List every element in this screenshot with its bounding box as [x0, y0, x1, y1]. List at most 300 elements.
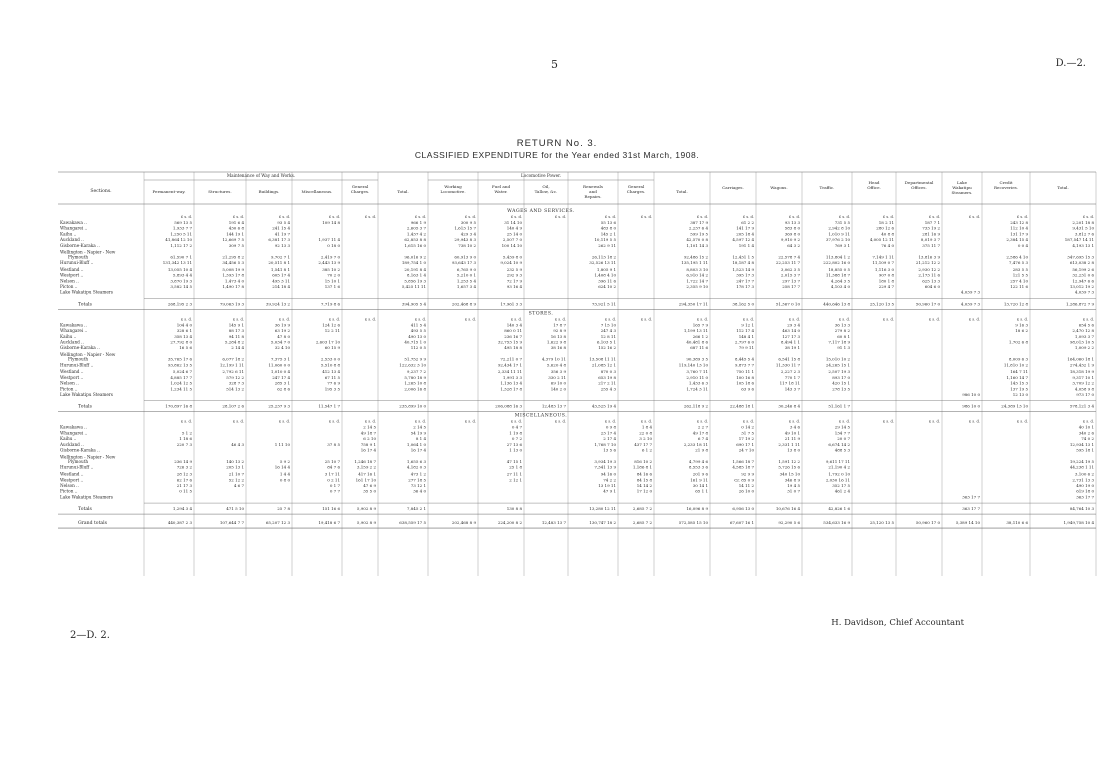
totals-cell: 262,118 9 2 — [683, 403, 708, 409]
table-cell: 35,765 17 6 — [167, 356, 192, 362]
units-label: £ s. d. — [328, 215, 340, 219]
table-cell: 13,012 19 2 — [1069, 283, 1094, 289]
table-cell: 20,511 8 1 — [268, 259, 290, 265]
column-header: Recoveries. — [993, 185, 1019, 190]
column-header: General — [351, 184, 369, 189]
section-name: Picton .. — [60, 488, 78, 494]
table-cell: 490 19 0 — [1076, 482, 1094, 488]
section-name: Whangarei .. — [60, 225, 88, 231]
units-label: £ s. d. — [232, 215, 244, 219]
table-cell: 61 2 2 — [741, 220, 754, 225]
table-cell: 0 7 2 — [511, 436, 522, 442]
table-cell: 56,199 2 6 — [1072, 266, 1094, 272]
table-cell: 6 1 2 — [641, 447, 652, 453]
table-cell: 750 11 1 — [736, 369, 754, 375]
table-cell: 1,112 17 2 — [170, 242, 192, 248]
units-label: £ s. d. — [414, 215, 426, 219]
table-cell: 47 9 1 — [603, 488, 616, 494]
table-cell: 1 8 4 — [641, 424, 652, 430]
units-label: £ s. d. — [928, 215, 940, 219]
table-cell: 1,328 17 8 — [500, 386, 522, 392]
table-cell: 25 10 7 — [324, 458, 340, 464]
table-cell: 2,443 13 9 — [318, 259, 340, 265]
section-name: Plymouth — [68, 254, 89, 260]
units-label: £ s. d. — [604, 215, 616, 219]
units-label: £ s. d. — [882, 215, 894, 219]
section-name: Gisborne-Karaka .. — [60, 345, 100, 351]
table-cell: 6,910 14 2 — [686, 272, 708, 278]
table-cell: 8,445 5 4 — [734, 356, 754, 362]
table-cell: 2,792 6 11 — [222, 369, 244, 375]
table-cell: 47 15 1 — [506, 458, 522, 464]
table-cell: 21,190 4 2 — [828, 464, 850, 470]
table-cell: 113,804 1 2 — [825, 254, 850, 260]
section-name: Westland .. — [60, 266, 84, 272]
units-label: £ s. d. — [968, 317, 980, 322]
table-cell: 140 2 0 — [550, 386, 566, 392]
table-cell: 2,173 11 6 — [918, 272, 940, 278]
units-label: £ s. d. — [1016, 215, 1028, 219]
units-label: £ s. d. — [554, 215, 566, 219]
table-cell: 2,586 4 10 — [1006, 254, 1028, 260]
table-cell: 31 14 10 — [504, 220, 522, 225]
table-cell: 463 14 0 — [782, 328, 800, 334]
table-cell: 266 1 2 — [692, 333, 708, 339]
units-label: £ s. d. — [554, 419, 566, 424]
table-cell: 94 11 8 — [228, 333, 244, 339]
table-cell: 2,603 17 10 — [315, 339, 340, 345]
section-name: Nelson .. — [60, 380, 79, 386]
table-cell: 2,533 0 0 — [320, 356, 340, 362]
units-label: £ s. d. — [640, 215, 652, 219]
table-cell: 1,937 11 4 — [318, 237, 340, 243]
column-header: Departmental — [904, 180, 934, 185]
table-cell: 1,523 14 9 — [732, 266, 754, 272]
table-cell: 4,597 12 4 — [732, 237, 754, 243]
group-title: STORES. — [528, 311, 554, 317]
table-cell: 1,009 2 2 — [1074, 345, 1094, 351]
table-cell: 247 17 4 — [272, 374, 290, 380]
table-cell: 0 11 5 — [179, 488, 192, 494]
table-cell: 143 15 3 — [1010, 380, 1028, 386]
table-cell: 165 7 9 — [692, 322, 708, 328]
table-cell: 860 0 11 — [504, 328, 522, 334]
totals-cell: 38,162 5 0 — [732, 301, 754, 307]
table-cell: 6,103 5 1 — [596, 339, 616, 345]
units-label: £ s. d. — [180, 419, 192, 424]
column-header: Traffic. — [819, 185, 835, 190]
grand-totals-cell: 38,110 6 6 — [1006, 520, 1028, 526]
grand-totals-cell: 92,290 5 6 — [778, 520, 800, 526]
section-name: Picton .. — [60, 283, 78, 289]
table-cell: 92,434 17 1 — [497, 362, 522, 368]
table-cell: 5,893 4 4 — [172, 272, 192, 278]
table-cell: 10,119 5 5 — [594, 237, 616, 243]
table-cell: 769 3 1 — [834, 242, 850, 248]
table-cell: 1,991 3 3 — [502, 374, 522, 380]
table-cell: 9 16 3 — [1015, 322, 1028, 328]
table-cell: Cr. 85 0 9 — [734, 477, 754, 483]
table-cell: 9,910 9 2 — [780, 237, 800, 243]
table-cell: 340 2 6 — [1078, 430, 1094, 436]
grand-totals-cell: 638,559 17 5 — [399, 520, 426, 526]
table-cell: 145 2 1 — [600, 231, 616, 237]
totals-cell: 235,899 10 0 — [399, 403, 426, 409]
section-name: Lake Wakatipu Steamers — [60, 392, 113, 398]
table-cell: 330 2 11 — [548, 374, 566, 380]
totals-cell: 202,468 8 9 — [451, 301, 476, 307]
section-name: Whangarei .. — [60, 430, 88, 436]
units-label: £ s. d. — [788, 215, 800, 219]
totals-cell: 6,956 13 0 — [732, 506, 754, 512]
table-cell: 32,753 15 9 — [497, 339, 522, 345]
table-cell: 92 8 9 — [553, 328, 566, 334]
units-label: £ s. d. — [882, 419, 894, 424]
table-cell: 84 15 8 — [636, 477, 652, 483]
grand-totals-label: Grand totals — [78, 521, 107, 527]
table-cell: 6,077 18 2 — [222, 356, 244, 362]
table-cell: 18 2 11 — [878, 220, 894, 225]
table-cell: 613,038 2 8 — [1069, 259, 1094, 265]
table-cell: 3,812 7 6 — [1074, 231, 1094, 237]
table-cell: 161 9 11 — [690, 477, 708, 483]
table-cell: 1,234 11 5 — [170, 386, 192, 392]
table-cell: 1,064 1 0 — [406, 441, 426, 447]
table-cell: 12 8 11 — [600, 333, 616, 339]
table-cell: 236 16 7 — [504, 333, 522, 339]
section-name: Hurunui-Bluff .. — [60, 362, 94, 368]
table-cell: 1,473 4 0 — [224, 278, 244, 284]
section-name: Kawakawa .. — [60, 220, 87, 225]
column-header: Locomotive. — [440, 189, 466, 194]
table-cell: 63 9 6 — [741, 386, 754, 392]
table-cell: 346 8 9 — [784, 477, 800, 483]
table-cell: 258 17 7 — [782, 283, 800, 289]
table-cell: 49 18 7 — [360, 430, 376, 436]
units-label: £ s. d. — [364, 419, 376, 424]
table-cell: 112 17 4 — [736, 328, 754, 334]
table-cell: 19 4 5 — [787, 482, 800, 488]
table-cell: 247 17 7 — [736, 278, 754, 284]
table-cell: 37,976 2 10 — [825, 237, 850, 243]
table-cell: 1,433 6 3 — [688, 380, 708, 386]
table-cell: 893 17 0 — [832, 374, 850, 380]
header-sections: Sections. — [90, 189, 112, 194]
table-cell: 430 6 8 — [228, 225, 244, 231]
units-label: £ s. d. — [328, 317, 340, 322]
totals-cell: 7,719 8 6 — [320, 301, 340, 307]
table-cell: 2 14 5 — [413, 424, 426, 430]
section-name: Lake Wakatipu Steamers — [60, 494, 113, 500]
column-header: Buildings. — [258, 189, 280, 194]
table-cell: 2,419 7 0 — [320, 254, 340, 260]
units-label: £ s. d. — [928, 419, 940, 424]
table-cell: 60 8 1 — [837, 333, 850, 339]
table-cell: 72,211 0 7 — [500, 356, 522, 362]
table-cell: 726 3 2 — [176, 464, 192, 470]
table-cell: 47 6 9 — [363, 482, 376, 488]
table-cell: 473 1 2 — [410, 471, 426, 477]
table-cell: 20,191 8 4 — [404, 266, 426, 272]
table-cell: 32,231 0 6 — [1072, 272, 1094, 278]
section-name: Wellington - Napier - New — [60, 352, 116, 358]
column-header: Wakatipu — [952, 185, 972, 190]
table-cell: 40 10 1 — [1078, 424, 1094, 430]
table-cell: 1,101 14 3 — [686, 242, 708, 248]
table-cell: 1 19 8 — [509, 430, 522, 436]
table-cell: 40,481 8 6 — [686, 339, 708, 345]
table-cell: 27,792 8 0 — [170, 339, 192, 345]
table-cell: 121 5 5 — [1012, 272, 1028, 278]
table-cell: 356 3 9 — [550, 369, 566, 375]
table-cell: 1,702 6 8 — [1008, 339, 1028, 345]
table-cell: 3,870 19 3 — [170, 278, 192, 284]
table-cell: 3,582 14 5 — [170, 283, 192, 289]
table-cell: 3,709 12 2 — [1072, 380, 1094, 386]
table-cell: 280 12 6 — [876, 225, 894, 231]
table-cell: 21,295 8 2 — [222, 254, 244, 260]
table-cell: 93 5 4 — [277, 220, 290, 225]
table-cell: 7,341 13 9 — [594, 464, 616, 470]
section-name: Plymouth — [68, 356, 89, 362]
table-cell: 74 2 2 — [603, 477, 616, 483]
table-cell: 164 7 11 — [1010, 369, 1028, 375]
table-cell: 1,250 5 11 — [170, 231, 192, 237]
table-cell: 1,490 17 8 — [222, 283, 244, 289]
table-cell: 67 11 5 — [324, 374, 340, 380]
units-label: £ s. d. — [554, 317, 566, 322]
table-cell: 112 10 4 — [1010, 225, 1028, 231]
signature: H. Davidson, Chief Accountant — [831, 618, 964, 628]
table-cell: 6,765 9 0 — [456, 266, 476, 272]
section-name: Kaihu .. — [60, 333, 77, 339]
table-cell: 411 5 4 — [410, 322, 426, 328]
column-header: Carriages. — [722, 185, 744, 190]
table-cell: 21,085 12 1 — [591, 362, 616, 368]
units-label: £ s. d. — [1082, 317, 1094, 322]
table-cell: 93,862 13 5 — [167, 362, 192, 368]
table-cell: 2,930 12 2 — [918, 266, 940, 272]
table-cell: 92 13 3 — [274, 242, 290, 248]
totals-cell: 440,646 13 8 — [823, 301, 850, 307]
table-cell: 9,431 5 10 — [1072, 225, 1094, 231]
table-cell: 5,024 6 7 — [172, 369, 192, 375]
table-cell: 100 16 8 — [736, 374, 754, 380]
table-cell: 4,885 17 7 — [170, 374, 192, 380]
table-cell: 84 16 6 — [636, 471, 652, 477]
units-label: £ s. d. — [278, 215, 290, 219]
units-label: £ s. d. — [414, 419, 426, 424]
table-cell: 140 4 9 — [506, 225, 522, 231]
table-cell: 9,702 7 1 — [270, 254, 290, 260]
totals-cell: 394,905 5 4 — [401, 301, 426, 307]
table-cell: 60,913 9 0 — [454, 254, 476, 260]
column-header: Offices. — [911, 185, 927, 190]
table-cell: 579 12 2 — [226, 374, 244, 380]
table-cell: 9,873 7 7 — [734, 362, 754, 368]
table-cell: 161 17 10 — [355, 477, 376, 483]
totals-cell: 25,120 13 5 — [869, 301, 894, 307]
table-cell: 2,355 9 10 — [686, 283, 708, 289]
totals-cell: 22,488 18 1 — [729, 403, 754, 409]
table-cell: 279 8 2 — [834, 328, 850, 334]
table-cell: 24 7 10 — [738, 447, 754, 453]
table-cell: 0 1 7 — [329, 482, 340, 488]
table-cell: 191 1 4 — [738, 242, 754, 248]
table-cell: 17 8 7 — [553, 322, 566, 328]
column-header: Structures. — [208, 189, 232, 194]
table-cell: 65 1 1 — [695, 488, 708, 494]
table-cell: 5,856 19 3 — [404, 278, 426, 284]
table-cell: 41,864 12 10 — [165, 237, 192, 243]
table-cell: 0 18 0 — [327, 242, 340, 248]
grand-totals-cell: 2,685 7 2 — [632, 520, 652, 526]
column-header: Steamers. — [951, 190, 973, 195]
table-cell: 79 9 11 — [738, 345, 754, 351]
table-cell: 30 14 1 — [692, 482, 708, 488]
table-cell: 387 17 9 — [690, 220, 708, 225]
table-cell: 1 13 0 — [509, 447, 522, 453]
table-cell: 4,379 10 11 — [541, 356, 566, 362]
expenditure-table — [58, 164, 1094, 582]
table-cell: 5,439 8 0 — [502, 254, 522, 260]
table-cell: 93 13 3 — [784, 220, 800, 225]
table-cell: 420 15 1 — [832, 380, 850, 386]
column-header: General — [627, 184, 645, 189]
table-cell: 2,797 6 0 — [734, 339, 754, 345]
table-cell: 131,342 13 11 — [162, 259, 192, 265]
table-cell: 11,109 0 7 — [872, 259, 894, 265]
table-cell: 1,566 18 7 — [732, 458, 754, 464]
table-cell: 973 17 0 — [1076, 392, 1094, 398]
totals-cell: 7,845 2 1 — [406, 506, 426, 512]
table-cell: 5 9 2 — [279, 458, 290, 464]
table-cell: 137 19 5 — [1010, 386, 1028, 392]
table-cell: 22,578 7 4 — [778, 254, 800, 260]
table-cell: 1,010 9 11 — [828, 231, 850, 237]
table-cell: 2 2 7 — [697, 424, 708, 430]
table-cell: 11,388 18 7 — [825, 272, 850, 278]
table-cell: 25 1 8 — [509, 464, 522, 470]
table-cell: 283 5 5 — [1012, 266, 1028, 272]
table-cell: 222,802 16 0 — [823, 259, 850, 265]
table-cell: 11,330 11 7 — [775, 362, 800, 368]
table-cell: 3 4 6 — [789, 424, 800, 430]
table-cell: 8,553 3 6 — [688, 464, 708, 470]
units-label: £ s. d. — [742, 317, 754, 322]
table-cell: 21 9 8 — [695, 447, 708, 453]
section-name: Westport .. — [60, 272, 84, 278]
grand-totals-cell: 440,387 2 3 — [167, 520, 192, 526]
table-cell: 21,212 12 2 — [915, 259, 940, 265]
units-label: £ s. d. — [180, 215, 192, 219]
table-cell: 32 4 10 — [274, 345, 290, 351]
table-cell: 1 11 10 — [274, 441, 290, 447]
totals-cell: 42,826 1 6 — [828, 506, 850, 512]
table-cell: 4,264 3 5 — [830, 278, 850, 284]
table-cell: 16 13 8 — [550, 333, 566, 339]
table-cell: 229 4 7 — [878, 283, 894, 289]
column-header: and — [589, 189, 597, 194]
table-cell: 12,431 1 5 — [732, 254, 754, 260]
table-cell: 1,199 13 11 — [683, 328, 708, 334]
table-cell: 217 2 11 — [598, 380, 616, 386]
table-cell: 8,494 1 1 — [780, 339, 800, 345]
totals-cell: 2,685 7 2 — [632, 506, 652, 512]
table-cell: 9,611 17 11 — [825, 458, 850, 464]
grand-totals-cell: 534,633 16 9 — [823, 520, 850, 526]
table-cell: 93 16 4 — [506, 283, 522, 289]
table-cell: 24,265 15 1 — [825, 362, 850, 368]
table-cell: 4 6 7 — [233, 482, 244, 488]
totals-cell: 13,280 12 11 — [589, 506, 616, 512]
table-cell: 36 19 9 — [274, 322, 290, 328]
table-cell: 1,265 10 8 — [404, 380, 426, 386]
table-cell: 731 5 5 — [834, 220, 850, 225]
units-label: £ s. d. — [464, 215, 476, 219]
units-label: £ s. d. — [414, 317, 426, 322]
units-label: £ s. d. — [1082, 419, 1094, 424]
locomotive-group-header: Locomotive Power. — [521, 173, 561, 178]
table-cell: 124 12 6 — [322, 322, 340, 328]
table-cell: 1,010 0 4 — [270, 369, 290, 375]
table-cell: 13,055 10 4 — [167, 266, 192, 272]
grand-totals-cell: 12,483 13 7 — [541, 520, 566, 526]
table-cell: 19,224 19 5 — [1069, 458, 1094, 464]
table-cell: 2 12 1 — [509, 477, 522, 483]
table-cell: 29 3 4 — [787, 322, 800, 328]
totals-cell: 130 8 8 — [506, 506, 522, 512]
table-cell: 14 11 2 — [738, 482, 754, 488]
table-cell: 6,541 15 8 — [778, 356, 800, 362]
table-cell: 15 10 1 — [324, 278, 340, 284]
totals-cell: 4,039 7 3 — [960, 301, 980, 307]
section-name: Kawakawa .. — [60, 322, 87, 328]
table-cell: 396 11 6 — [598, 278, 616, 284]
table-cell: 127 17 3 — [782, 333, 800, 339]
table-cell: 1,093 3 7 — [1074, 333, 1094, 339]
table-cell: 21 11 9 — [784, 436, 800, 442]
table-cell: 2 14 5 — [363, 424, 376, 430]
table-cell: 18,187 4 8 — [732, 259, 754, 265]
table-cell: 70 2 0 — [327, 272, 340, 278]
table-cell: 583 8 0 — [784, 225, 800, 231]
table-cell: 328 7 3 — [228, 380, 244, 386]
table-cell: 7,476 5 3 — [1008, 259, 1028, 265]
column-header: Water. — [494, 189, 508, 194]
table-cell: 5,726 15 6 — [778, 464, 800, 470]
table-cell: 93,643 17 3 — [451, 259, 476, 265]
table-cell: 363 17 7 — [1076, 494, 1094, 500]
table-cell: 6 2 10 — [363, 436, 376, 442]
table-cell: 690 17 1 — [736, 441, 754, 447]
table-cell: 0 4 7 — [511, 424, 522, 430]
section-name: Lake Wakatipu Steamers — [60, 289, 113, 295]
table-cell: 117 18 11 — [779, 380, 800, 386]
grand-totals-cell: 5,389 14 10 — [955, 520, 980, 526]
table-cell: 2,384 15 4 — [1006, 237, 1028, 243]
table-cell: 966 1 9 — [410, 220, 426, 225]
totals-cell: 84,764 10 3 — [1069, 506, 1094, 512]
table-cell: 2,334 11 11 — [497, 369, 522, 375]
table-cell: 1,655 6 3 — [406, 458, 426, 464]
table-cell: 619 18 0 — [1076, 488, 1094, 494]
totals-cell: 16,096 8 9 — [686, 506, 708, 512]
totals-cell: 1,294 3 4 — [172, 506, 192, 512]
table-cell: 2,030 16 11 — [825, 477, 850, 483]
table-cell: 29 14 5 — [834, 424, 850, 430]
totals-cell: 79,063 19 3 — [219, 301, 244, 307]
